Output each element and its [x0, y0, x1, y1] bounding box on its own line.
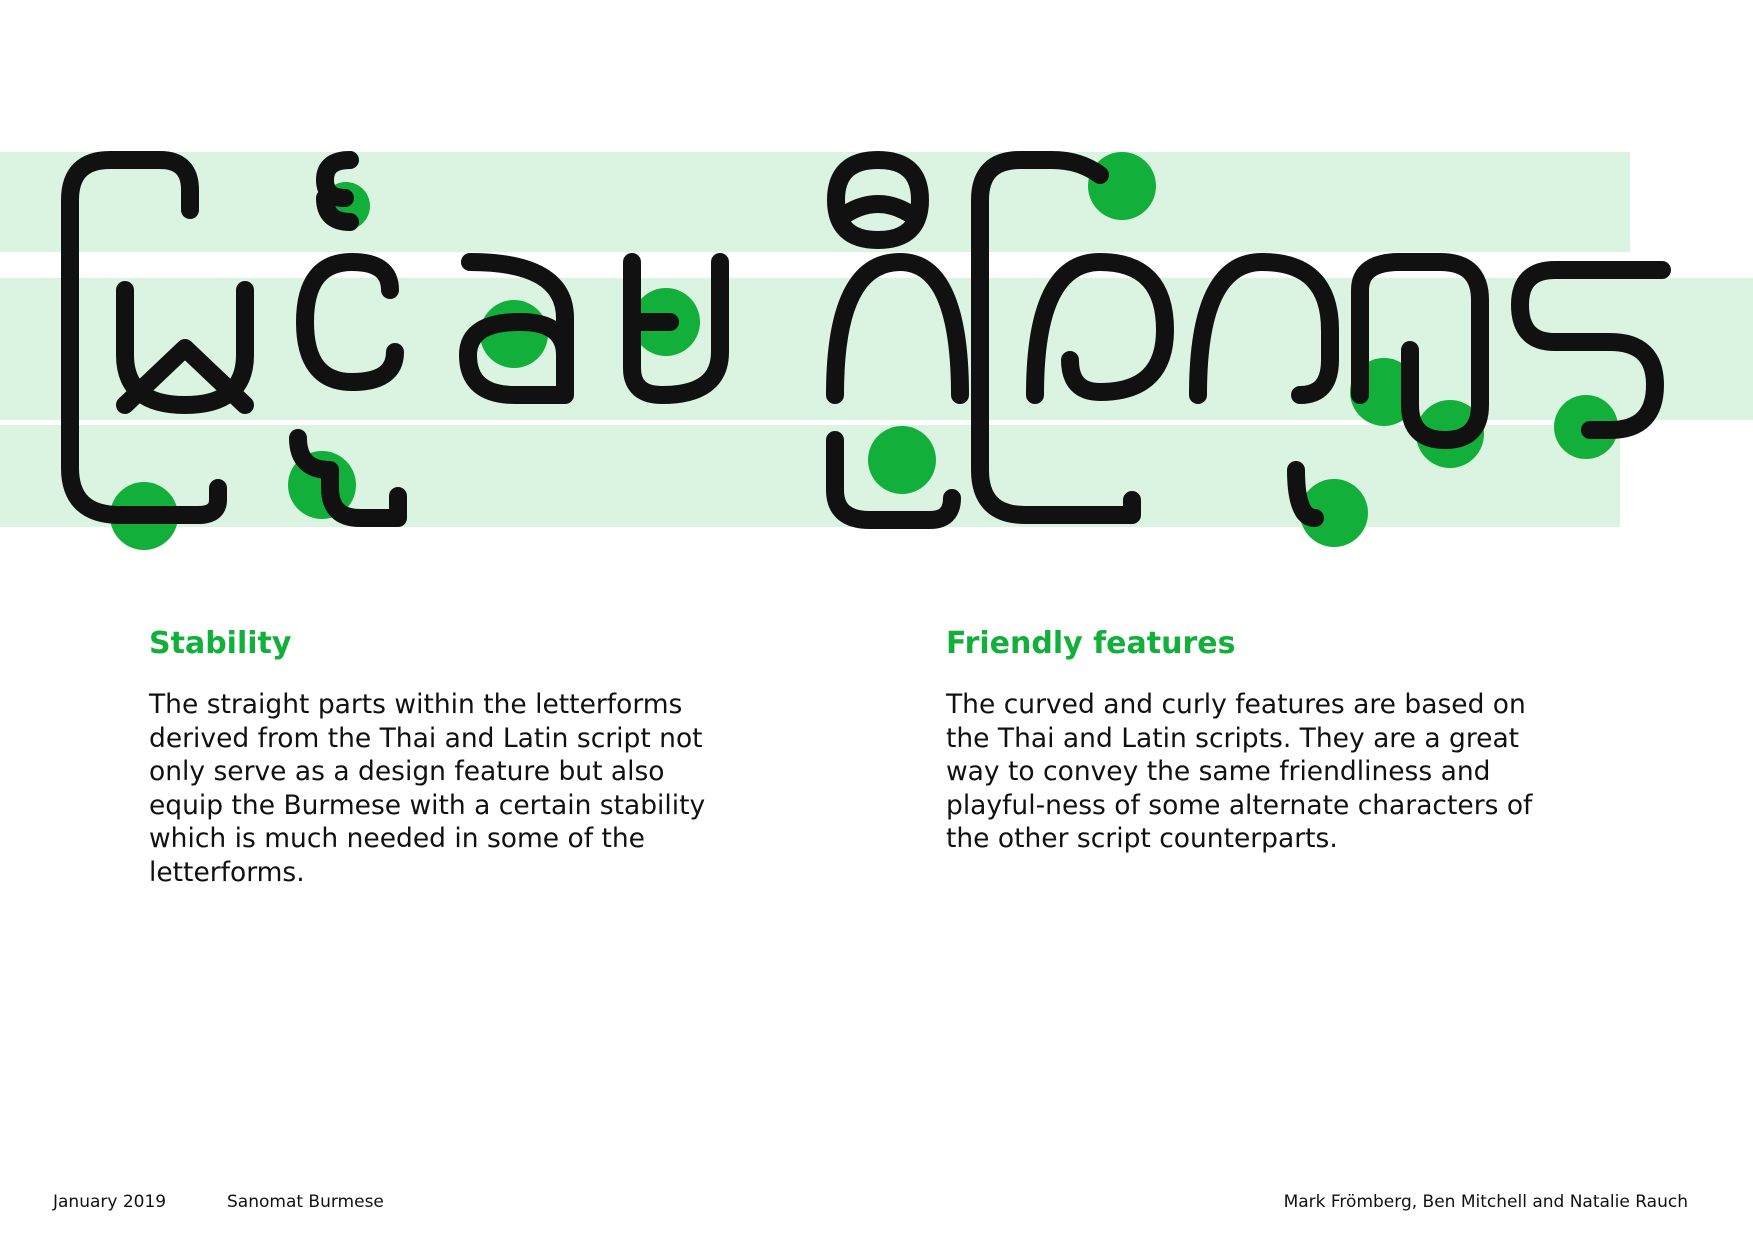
accent-dot — [868, 426, 936, 494]
stability-section — [149, 626, 739, 889]
stability-heading: Stability — [149, 626, 292, 661]
ascender-band — [0, 152, 1630, 252]
friendly-features-body: The curved and curly features are based on the Thai and Latin scripts. They are a great way to convey the same friendliness and playful-ness of some alternate characters of the other script counterparts. — [946, 689, 1533, 854]
footer-title: Sanomat Burmese — [227, 1192, 384, 1212]
footer-date: January 2019 — [53, 1192, 167, 1212]
friendly-features-heading: Friendly features — [946, 626, 1236, 661]
x-height-band — [0, 278, 1753, 420]
friendly-features-section — [946, 626, 1536, 856]
stability-body: The straight parts within the letterforms derived from the Thai and Latin script not only serve as a design feature but also equip the Burmese with a certain stability which is much needed in some of the letterforms. — [149, 689, 706, 888]
accent-dot — [1088, 152, 1156, 220]
footer-authors: Mark Frömberg, Ben Mitchell and Natalie Rauch — [1283, 1192, 1688, 1212]
specimen-canvas — [0, 0, 1753, 560]
descender-band — [0, 425, 1620, 527]
type-specimen — [0, 0, 1753, 560]
